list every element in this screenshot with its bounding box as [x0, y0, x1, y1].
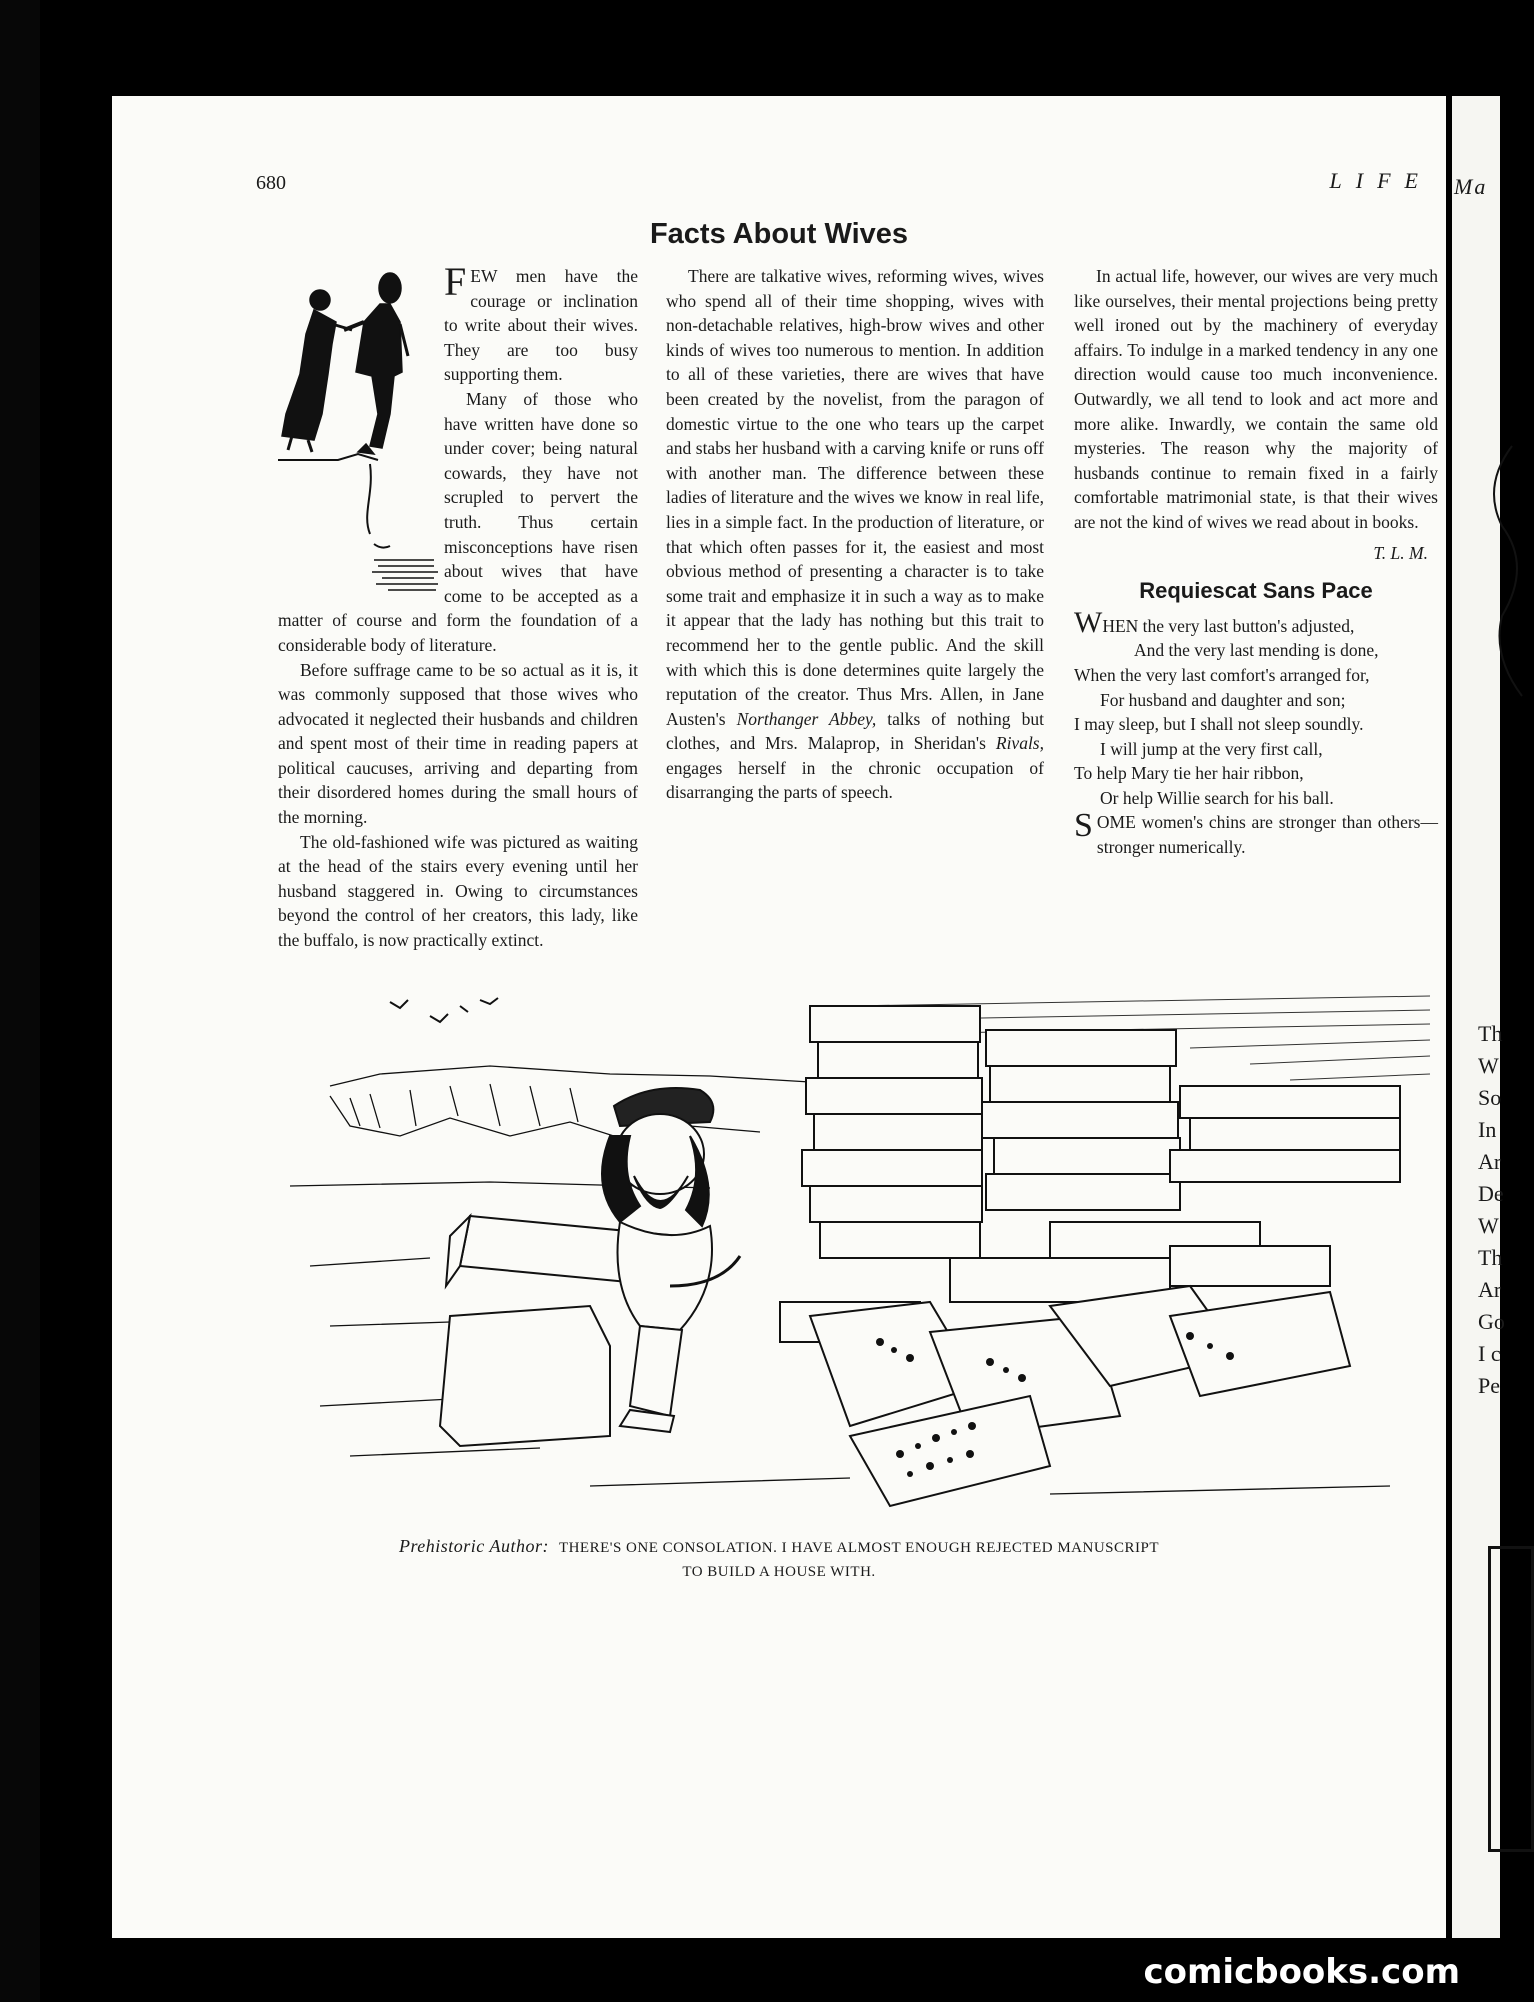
- text-fragment: Ar: [1478, 1149, 1502, 1174]
- text-fragment: Ar: [1478, 1277, 1502, 1302]
- drop-cap: W: [1074, 605, 1103, 639]
- poem-line: I will jump at the very first call,: [1100, 738, 1323, 759]
- drop-cap: F: [444, 259, 467, 304]
- magazine-page: [112, 96, 1446, 1938]
- book-title: Northanger Abbey,: [736, 708, 877, 729]
- quip: [1074, 807, 1438, 859]
- author-initials: T. L. M.: [1373, 542, 1428, 563]
- paragraph: Many of those who have written have done so under cover; being natural cowards, they have not scrupled to pervert the truth. Thus certain misconceptions have risen about wives that have come to be accepted as a matter of course and form the foundation of a considerable body of literature.: [278, 388, 638, 655]
- text-fragment: I c: [1478, 1341, 1501, 1366]
- caption-speaker: Prehistoric Author:: [398, 1536, 549, 1556]
- adjacent-page-text: [1478, 1018, 1505, 1402]
- quip-text: OME women's chins are stronger than others—stronger numerically.: [1096, 812, 1438, 858]
- adjacent-page-sketch: [1472, 426, 1532, 726]
- site-watermark: comicbooks.com: [1143, 1952, 1460, 1992]
- paragraph: The old-fashioned wife was pictured as waiting at the head of the stairs every evening until her husband staggered in. Owing to circumstances beyond the control of her creators, this lady, like the buffalo, is now practically extinct.: [278, 831, 638, 951]
- paragraph: In actual life, however, our wives are very much like ourselves, their mental projections being pretty well ironed out by the machinery of everyday affairs. To indulge in a marked tendency in any one direction would cause too much inconvenience. Outwardly, we all tend to look and act more and more alike. Inwardly, we contain the same old mysteries. The reason why the majority of husbands continue to remain fixed in a fairly comfortable matrimonial state, is that their wives are not the kind of wives we read about in books.: [1074, 266, 1438, 532]
- text-run: engages herself in the chronic occupation of disarranging the parts of speech.: [666, 757, 1044, 803]
- article-column-3: [1074, 264, 1438, 860]
- paragraph: EW men have the courage or inclination to write about their wives. They are too busy supporting them.: [444, 266, 638, 385]
- scan-edge: [0, 0, 40, 2002]
- article-title: Facts About Wives: [649, 218, 909, 250]
- page-number: 680: [256, 172, 286, 194]
- adjacent-page-edge: [1452, 96, 1505, 1938]
- play-title: Rivals,: [995, 733, 1044, 754]
- poem-line: I may sleep, but I shall not sleep soundly.: [1074, 714, 1364, 735]
- text-run: talks of nothing but clothes, and Mrs. Malaprop, in Sheridan's: [666, 708, 1044, 754]
- adjacent-page-head: Ma: [1454, 174, 1488, 199]
- poem-line: And the very last mending is done,: [1134, 640, 1379, 661]
- running-head: LIFE: [1329, 168, 1432, 193]
- poem-line: To help Mary tie her hair ribbon,: [1074, 763, 1304, 784]
- article-column-2: [666, 264, 1044, 805]
- poem-title: Requiescat Sans Pace: [1139, 578, 1373, 604]
- paragraph: Before suffrage came to be so actual as it is, it was commonly supposed that those wives who advocated it neglected their husbands and children and spent most of their time in reading papers at political caucuses, arriving and departing from their disordered homes during the small hours of the morning.: [278, 659, 638, 828]
- couple-illustration: [278, 264, 438, 594]
- text-fragment: W: [1478, 1053, 1499, 1078]
- text-fragment: W: [1478, 1213, 1499, 1238]
- caption-text: THERE'S ONE CONSOLATION. I HAVE ALMOST ENOUGH REJECTED MANUSCRIPT: [558, 1540, 1160, 1556]
- text-fragment: In: [1478, 1117, 1497, 1142]
- poem-line: Or help Willie search for his ball.: [1100, 787, 1334, 808]
- poem-line: When the very last comfort's arranged for,: [1074, 664, 1370, 685]
- text-run: There are talkative wives, reforming wives, wives who spend all of their time shopping, wives with non-detachable relatives, high-brow wives and other kinds of wives too numerous to mention. In addition to all of these varieties, there are wives that have been created by the novelist, from the paragon of domestic virtue to the one who tears up the carpet and stabs her husband with a carving knife or runs off with another man. The difference between these ladies of literature and the wives we know in real life, lies in a simple fact. In the production of literature, or that which often passes for it, the easiest and most obvious method of presenting a character is to take some trait and emphasize it in such a way as to make it appear that the lady has nothing but this trait to recommend her to the gentle public. And the skill with which this is done determines quite largely the reputation of the creator. Thus Mrs. Allen, in Jane Austen's: [666, 266, 1044, 729]
- prehistoric-author-cartoon: [290, 986, 1440, 1516]
- text-fragment: So: [1478, 1085, 1502, 1110]
- text-fragment: Go: [1478, 1309, 1505, 1334]
- text-fragment: De: [1478, 1181, 1504, 1206]
- article-column-1: [278, 259, 638, 953]
- cartoon-caption: [112, 1534, 1446, 1584]
- paragraph: [666, 264, 1044, 805]
- adjacent-page-frame: [1488, 1546, 1534, 1852]
- drop-cap: S: [1074, 807, 1093, 845]
- text-fragment: Th: [1478, 1021, 1503, 1046]
- text-fragment: Th: [1478, 1245, 1503, 1270]
- poem-line: For husband and daughter and son;: [1100, 689, 1346, 710]
- text-fragment: Pe: [1478, 1373, 1500, 1398]
- poem-line: HEN the very last button's adjusted,: [1102, 615, 1355, 636]
- caption-text: TO BUILD A HOUSE WITH.: [682, 1564, 876, 1580]
- poem: [1074, 605, 1438, 811]
